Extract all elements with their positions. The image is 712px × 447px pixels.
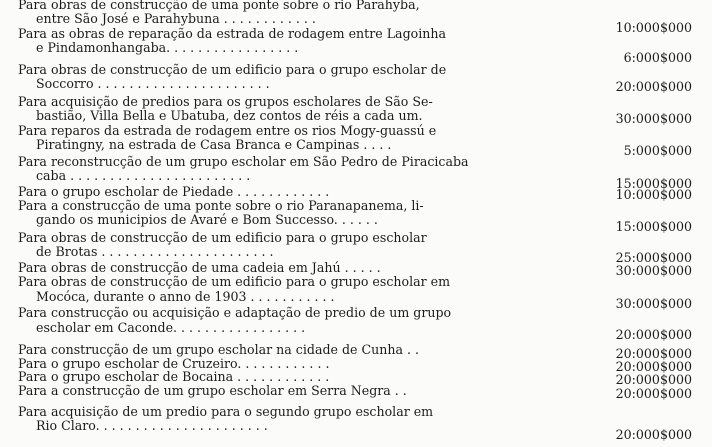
entry-amount: 30:000$000	[615, 263, 692, 278]
entry-amount: 10:000$000	[615, 20, 692, 35]
entry-amount: 15:000$000	[615, 176, 692, 191]
entry-amount: 6:000$000	[623, 50, 692, 65]
entry-amount: 20:000$000	[615, 359, 692, 374]
entry-amount: 25:000$000	[615, 250, 692, 265]
entry-amount: 20:000$000	[615, 386, 692, 401]
entry-amount: 20:000$000	[615, 327, 692, 342]
document-page: Para obras de construcção de uma ponte sobre o rio Parahyba, entre São José e Parahybuna . . . . . . . . . . . . 10:000$000 Para as obras de reparação da estrada de rodagem entre Lagoinha e Pindamonhangaba. . . . . . . . . . . . . . . . . 6:000$000 Para obras de construcção de um edificio para o grupo escholar de Soccorro . . . . . . . . . . . . . . . . . . . . . . 20:000$000 Para acquisição de predios para os grupos escholares de São Se- bastião, Villa Bella e Ubatuba, dez contos de réis a cada um. 30:000$000 Para reparos da estrada de rodagem entre os rios Mogy-guassú e Piratingny, na estrada de Casa Branca e Campinas . . . . 5:000$000 Para reconstrucção de um grupo escholar em São Pedro de Piracicaba caba . . . . . . . . . . . . . . . . . . . . . . . 15:000$000 Para o grupo escholar de Piedade . . . . . . . . . . . . 10:000$000 Para a construcção de uma ponte sobre o rio Paranapanema, li- gando os municipios de Avaré e Bom Successo. . . . . . 15:000$000 Para obras de construcção de um edificio para o grupo escholar de Brotas . . . . . . . . . . . . . . . . . . . . . . 25:000$000 Para obras de construcção de uma cadeia em Jahú . . . . . 30:000$000 Para obras de construcção de um edificio para o grupo escholar em Mocóca, durante o anno de 1903 . . . . . . . . . . . 30:000$000 Para construcção ou acquisição e adaptação de predio de um grupo escholar em Caconde. . . . . . . . . . . . . . . . . 20:000$000 Para construcção de um grupo escholar na cidade de Cunha . . 20:000$000 Para o grupo escholar de Cruzeiro. . . . . . . . . . . . 20:000$000 Para o grupo escholar de Bocaina . . . . . . . . . . . . 20:000$000 Para a construcção de um grupo escholar em Serra Negra . . 20:000$000 Para acquisição de um predio para o segundo grupo escholar em Rio Claro. . . . . . . . . . . . . . . . . . . . . . 20:000$000	[18, 0, 692, 442]
entry-amount: 15:000$000	[615, 219, 692, 234]
entry-amount: 20:000$000	[615, 372, 692, 387]
entry-amount: 20:000$000	[615, 79, 692, 94]
entry-amount: 20:000$000	[615, 427, 692, 442]
entry-amount: 30:000$000	[615, 111, 692, 126]
entry-amount: 20:000$000	[615, 346, 692, 361]
entry-amount: 5:000$000	[623, 143, 692, 158]
entry-amount: 10:000$000	[615, 187, 692, 202]
entry-amount: 30:000$000	[615, 296, 692, 311]
